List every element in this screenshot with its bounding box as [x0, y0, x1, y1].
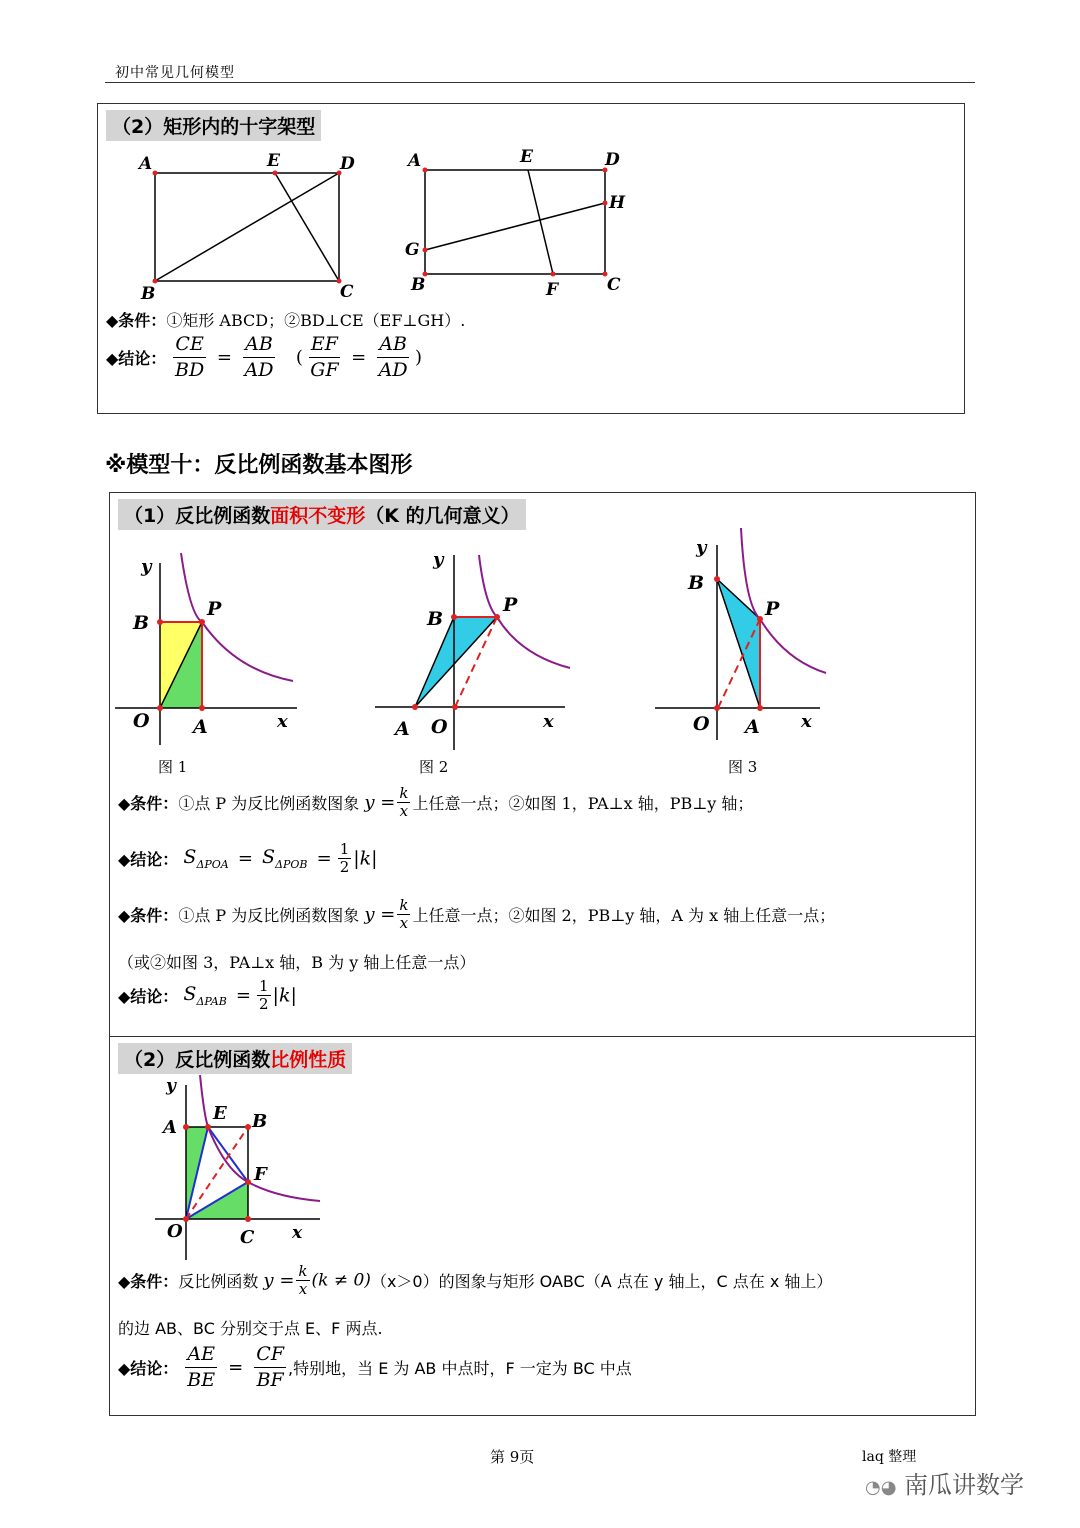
- area-invariant-box: [109, 492, 976, 1038]
- svg-text:E: E: [213, 1103, 227, 1124]
- fig-b-label-D: D: [605, 150, 620, 170]
- page-header-title: 初中常见几何模型: [115, 65, 235, 81]
- svg-text:B: B: [252, 1111, 268, 1132]
- svg-text:x: x: [801, 711, 812, 732]
- fig-b-label-F: F: [546, 280, 559, 300]
- cross-model-tag: （2）矩形内的十字架型: [106, 110, 321, 141]
- svg-text:O: O: [167, 1221, 183, 1242]
- proportion-tag: （2）反比例函数比例性质: [118, 1043, 352, 1074]
- svg-text:P: P: [503, 594, 518, 616]
- fig-b-label-C: C: [607, 275, 621, 295]
- proportion-condition-line2: 的边 AB、BC 分别交于点 E、F 两点.: [118, 1319, 383, 1338]
- svg-text:x: x: [292, 1223, 303, 1243]
- svg-text:A: A: [395, 718, 410, 740]
- cross-conclusion: ◆结论： $\frac{CE}{BD}$ = $\frac{AB}{AD}$ ( $\frac{EF}{GF}$ = $\frac{AB}{AD}$ ): [106, 333, 422, 381]
- brand-watermark: ◔◕ 南瓜讲数学: [865, 1471, 1025, 1499]
- figure-proportion: [150, 1075, 340, 1265]
- svg-text:F: F: [254, 1164, 267, 1185]
- area-conclusion-1: ◆结论： $S_{\Delta POA} = S_{\Delta POB}$ = $\frac{1}{2}$ |k|: [118, 840, 378, 876]
- svg-text:C: C: [240, 1227, 255, 1248]
- area-condition-2: ◆条件：①点 P 为反比例函数图象 y = $\frac{k}{x}$ 上任意一点；②如图 2，PB⊥y 轴，A 为 x 轴上任意一点；: [118, 896, 836, 932]
- fig-b-label-G: G: [405, 240, 420, 260]
- proportion-conclusion: ◆结论： $\frac{AE}{BE}$ = $\frac{CF}{BF}$ ,特别地，当 E 为 AB 中点时，F 一定为 BC 中点: [118, 1343, 632, 1391]
- fraction-ef-gf: $\frac{EF}{GF}$: [310, 333, 339, 381]
- proportion-box: [109, 1036, 976, 1416]
- figure-1: [115, 545, 305, 745]
- fig-b-label-H: H: [609, 193, 626, 213]
- fraction-ab-ad-2: $\frac{AB}{AD}$: [378, 333, 408, 381]
- svg-text:O: O: [133, 710, 150, 732]
- cross-figure-b: [398, 149, 638, 304]
- area-conclusion-2: ◆结论： $S_{\Delta PAB}$ = $\frac{1}{2}$ |k|: [118, 977, 297, 1013]
- svg-text:x: x: [277, 711, 288, 732]
- svg-text:x: x: [543, 711, 554, 732]
- section-title: ※模型十：反比例函数基本图形: [105, 453, 413, 478]
- svg-text:B: B: [688, 572, 705, 594]
- area-invariant-tag: （1）反比例函数面积不变形（K 的几何意义）: [118, 499, 526, 530]
- caption-figure-2: 图 2: [419, 758, 449, 776]
- fig-b-label-A: A: [408, 151, 422, 171]
- fig-a-label-C: C: [340, 282, 354, 302]
- fig-b-label-E: E: [520, 149, 533, 167]
- svg-text:O: O: [431, 716, 448, 738]
- svg-text:A: A: [163, 1117, 177, 1138]
- svg-text:P: P: [765, 598, 780, 620]
- area-condition-1: ◆条件：①点 P 为反比例函数图象 y = $\frac{k}{x}$ 上任意一点；②如图 1，PA⊥x 轴，PB⊥y 轴；: [118, 784, 754, 820]
- fraction-ab-ad: $\frac{AB}{AD}$: [244, 333, 274, 381]
- area-condition-2-line2: （或②如图 3，PA⊥x 轴，B 为 y 轴上任意一点）: [118, 953, 476, 972]
- svg-text:A: A: [193, 716, 208, 738]
- svg-text:y: y: [141, 556, 152, 577]
- fraction-ce-bd: $\frac{CE}{BD}$: [175, 333, 205, 381]
- svg-text:A: A: [745, 716, 760, 738]
- fig-b-label-B: B: [411, 275, 426, 295]
- editor-note: laq 整理: [862, 1449, 917, 1465]
- svg-text:y: y: [696, 537, 707, 558]
- cross-condition: [106, 308, 465, 331]
- svg-text:y: y: [433, 549, 444, 570]
- caption-figure-3: 图 3: [728, 758, 758, 776]
- svg-text:O: O: [693, 713, 710, 735]
- cross-condition-label: ◆条件：: [106, 311, 167, 330]
- fig-a-label-A: A: [139, 154, 153, 174]
- svg-text:B: B: [427, 608, 444, 630]
- cross-figure-a: [128, 149, 368, 304]
- cross-condition-text: ①矩形 ABCD；②BD⊥CE（EF⊥GH）.: [166, 311, 466, 330]
- svg-text:y: y: [166, 1076, 176, 1096]
- proportion-condition: ◆条件：反比例函数 y = $\frac{k}{x}$ (k ≠ 0)（x＞0）的图象与矩形 OABC（A 点在 y 轴上，C 点在 x 轴上）: [118, 1262, 833, 1298]
- fig-a-label-D: D: [340, 154, 355, 174]
- cross-model-box: [97, 103, 965, 414]
- figure-2: [375, 545, 575, 755]
- cross-conclusion-label: ◆结论：: [106, 349, 167, 368]
- caption-figure-1: 图 1: [158, 758, 188, 776]
- wechat-icon: ◔◕: [865, 1477, 897, 1498]
- fig-a-label-B: B: [141, 284, 156, 304]
- header-divider: [105, 82, 975, 83]
- fig-a-label-E: E: [267, 151, 280, 171]
- page-number: 第 9页: [490, 1448, 535, 1466]
- svg-text:B: B: [133, 612, 150, 634]
- svg-text:P: P: [207, 598, 222, 620]
- figure-3: [650, 525, 850, 745]
